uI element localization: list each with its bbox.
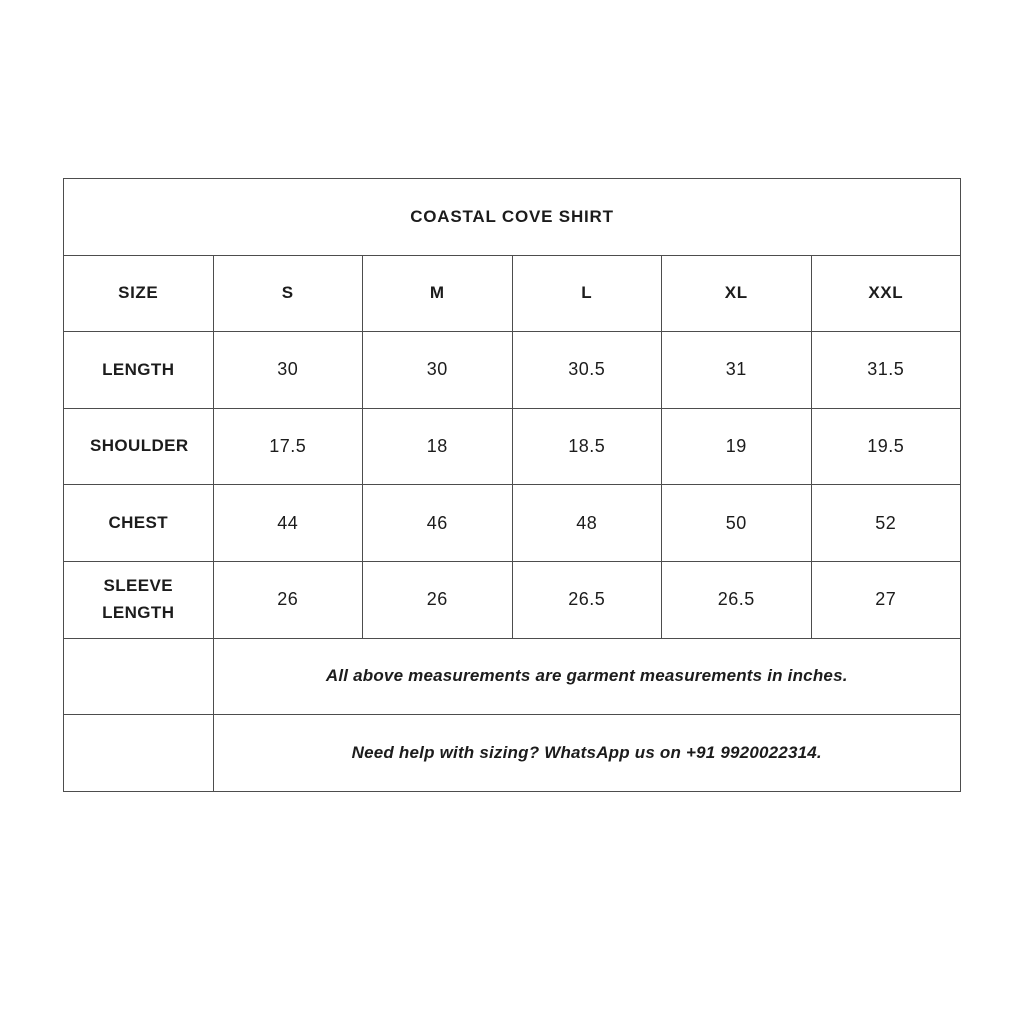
row-label-sleeve-length: SLEEVE LENGTH	[64, 561, 214, 638]
cell-length-xxl: 31.5	[811, 332, 961, 409]
empty-cell	[64, 638, 214, 715]
cell-chest-m: 46	[363, 485, 513, 562]
cell-length-xl: 31	[662, 332, 812, 409]
cell-shoulder-s: 17.5	[213, 408, 363, 485]
column-header-l: L	[512, 255, 662, 332]
size-chart-table	[63, 178, 961, 792]
column-header-xl: XL	[662, 255, 812, 332]
header-row	[64, 255, 961, 332]
cell-length-s: 30	[213, 332, 363, 409]
column-header-m: M	[363, 255, 513, 332]
table-row-length	[64, 332, 961, 409]
table-row-chest	[64, 485, 961, 562]
cell-sleeve-m: 26	[363, 561, 513, 638]
row-label-length: LENGTH	[64, 332, 214, 409]
cell-length-m: 30	[363, 332, 513, 409]
cell-length-l: 30.5	[512, 332, 662, 409]
title-row	[64, 179, 961, 256]
note-row-sizing-help	[64, 715, 961, 792]
row-label-shoulder: SHOULDER	[64, 408, 214, 485]
column-header-xxl: XXL	[811, 255, 961, 332]
cell-sleeve-s: 26	[213, 561, 363, 638]
column-header-size: SIZE	[64, 255, 214, 332]
empty-cell	[64, 715, 214, 792]
chart-title: COASTAL COVE SHIRT	[64, 179, 961, 256]
column-header-s: S	[213, 255, 363, 332]
cell-shoulder-xl: 19	[662, 408, 812, 485]
table-row-sleeve-length	[64, 561, 961, 638]
cell-chest-s: 44	[213, 485, 363, 562]
cell-chest-xxl: 52	[811, 485, 961, 562]
cell-shoulder-xxl: 19.5	[811, 408, 961, 485]
cell-shoulder-l: 18.5	[512, 408, 662, 485]
cell-chest-xl: 50	[662, 485, 812, 562]
table-row-shoulder	[64, 408, 961, 485]
cell-sleeve-l: 26.5	[512, 561, 662, 638]
note-row-measurements	[64, 638, 961, 715]
cell-chest-l: 48	[512, 485, 662, 562]
cell-shoulder-m: 18	[363, 408, 513, 485]
cell-sleeve-xl: 26.5	[662, 561, 812, 638]
note-measurements: All above measurements are garment measurements in inches.	[213, 638, 961, 715]
row-label-chest: CHEST	[64, 485, 214, 562]
cell-sleeve-xxl: 27	[811, 561, 961, 638]
note-sizing-help: Need help with sizing? WhatsApp us on +91 9920022314.	[213, 715, 961, 792]
